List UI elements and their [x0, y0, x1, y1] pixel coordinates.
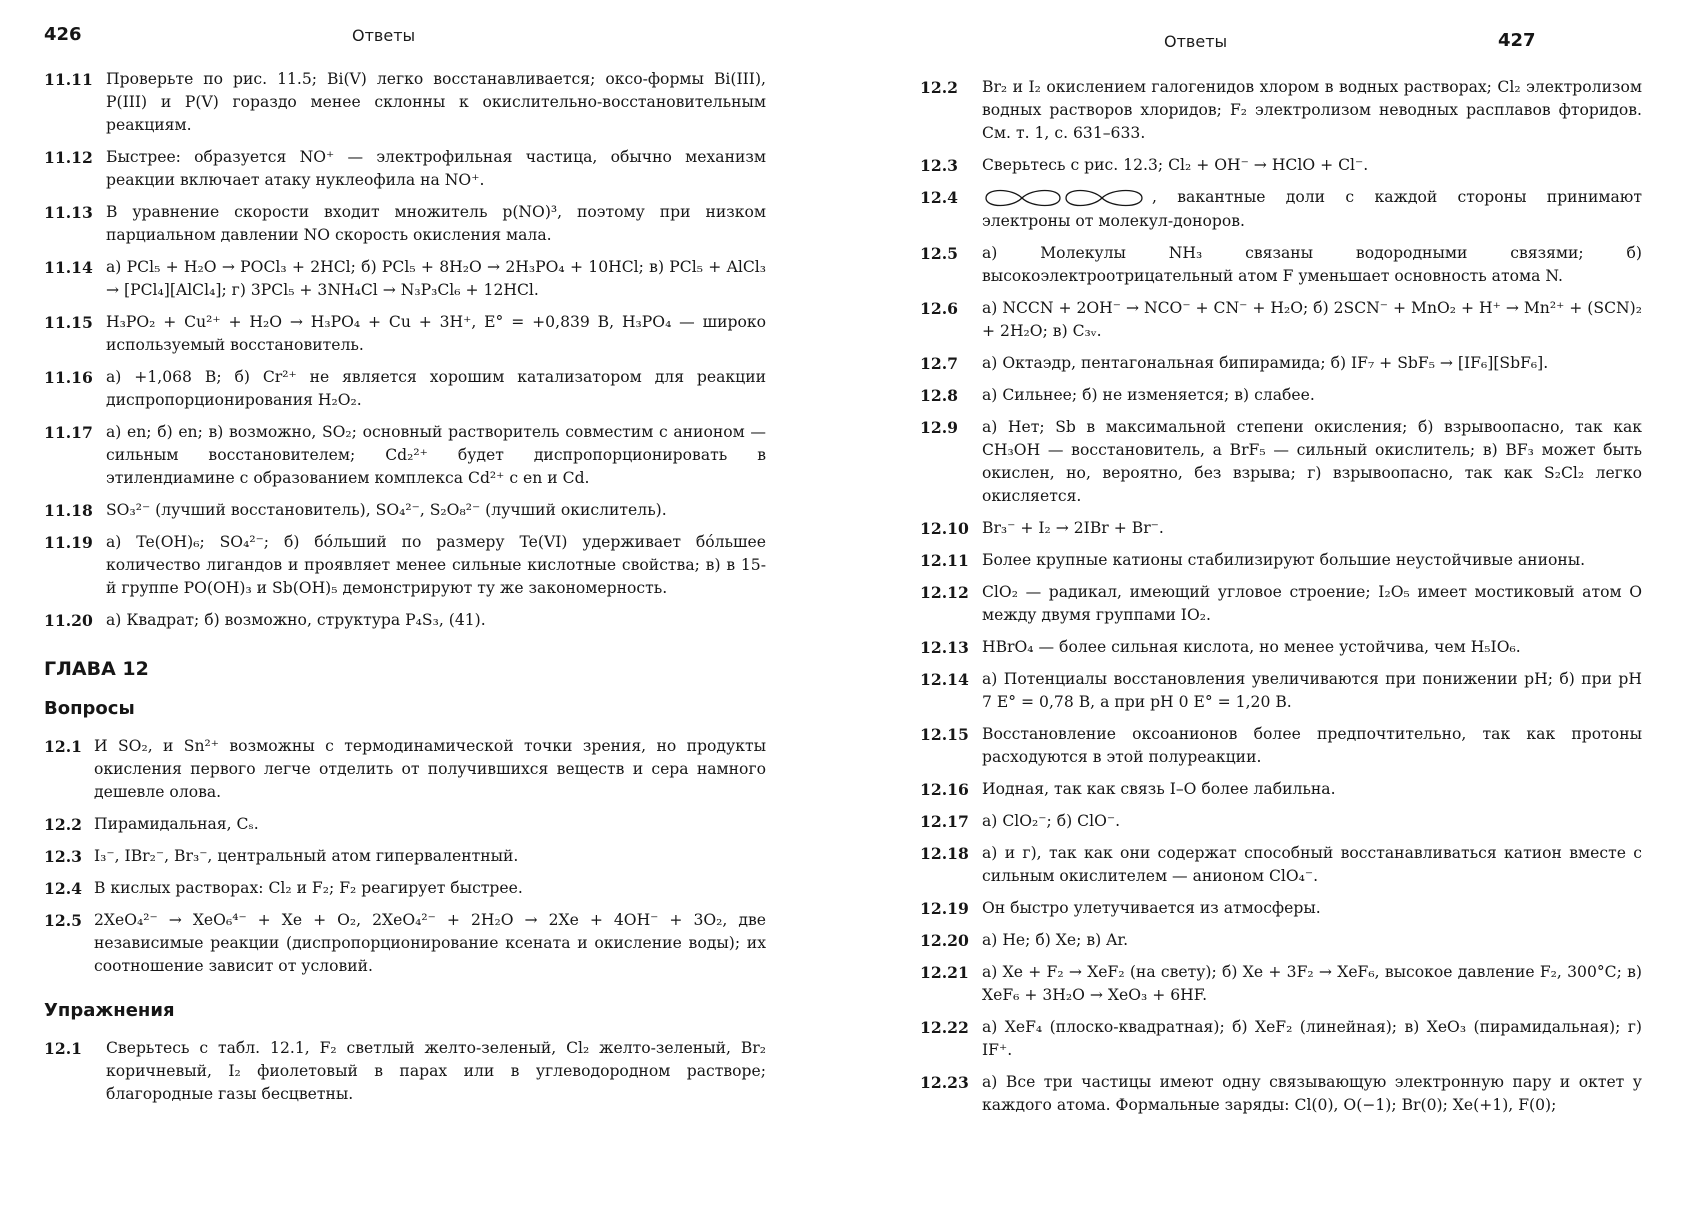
answer-11.19	[44, 531, 766, 600]
entry-number: 12.3	[44, 847, 82, 866]
entry-text: SO₃²⁻ (лучший восстановитель), SO₄²⁻, S₂O₈²⁻ (лучший окислитель).	[106, 501, 667, 519]
entry-text: В кислых растворах: Cl₂ и F₂; F₂ реагирует быстрее.	[94, 879, 523, 897]
entry-text: И SO₂, и Sn²⁺ возможны с термодинамической точки зрения, но продукты окисления первого легче отделить от получившихся веществ и сера намного дешевле олова.	[94, 737, 766, 801]
entry-text: а) en; б) en; в) возможно, SO₂; основный растворитель совместим с анионом — сильным восстановителем; Cd₂²⁺ будет диспропорционировать в этилендиамине с образованием комплекса Cd²⁺ с en и Cd.	[106, 423, 766, 487]
left-column	[44, 68, 766, 1115]
exercise-answer-12.13	[920, 636, 1642, 659]
entry-number: 12.20	[920, 931, 969, 950]
entry-number: 12.4	[44, 879, 82, 898]
exercise-answer-12.11	[920, 549, 1642, 572]
entry-number: 12.21	[920, 963, 969, 982]
exercise-answer-12.7	[920, 352, 1642, 375]
entry-number: 12.3	[920, 156, 958, 175]
entry-number: 12.4	[920, 188, 958, 207]
questions-list	[44, 735, 766, 978]
entry-number: 12.23	[920, 1073, 969, 1092]
entry-number: 12.6	[920, 299, 958, 318]
entry-text: Быстрее: образуется NO⁺ — электрофильная частица, обычно механизм реакции включает атаку нуклеофила на NO⁺.	[106, 148, 766, 189]
exercise-answer-12.21	[920, 961, 1642, 1007]
entry-number: 11.12	[44, 148, 93, 167]
entry-number: 12.19	[920, 899, 969, 918]
page-number: 427	[1498, 30, 1536, 51]
exercise-answer-12.19	[920, 897, 1642, 920]
entry-text: а) Te(OH)₆; SO₄²⁻; б) бо́льший по размеру Te(VI) удерживает бо́льшее количество лигандов и проявляет менее сильные кислотные свойства; в) в 15-й группе PO(OH)₃ и Sb(OH)₅ демонстрируют ту же закономерность.	[106, 533, 766, 597]
entry-text: I₃⁻, IBr₂⁻, Br₃⁻, центральный атом гипервалентный.	[94, 847, 519, 865]
entry-text: H₃PO₂ + Cu²⁺ + H₂O → H₃PO₄ + Cu + 3H⁺, E° = +0,839 В, H₃PO₄ — широко используемый восстановитель.	[106, 313, 766, 354]
entry-text: а) Сильнее; б) не изменяется; в) слабее.	[982, 386, 1315, 404]
entry-number: 12.5	[920, 244, 958, 263]
entry-text: HBrO₄ — более сильная кислота, но менее устойчива, чем H₅IO₆.	[982, 638, 1521, 656]
entry-number: 11.20	[44, 611, 93, 630]
p-orbital-diagram	[982, 186, 1148, 210]
question-answer-12.5	[44, 909, 766, 978]
entry-number: 12.11	[920, 551, 969, 570]
entry-number: 11.19	[44, 533, 93, 552]
entry-text: В уравнение скорости входит множитель p(NO)³, поэтому при низком парциальном давлении NO скорость окисления мала.	[106, 203, 766, 244]
entry-number: 12.10	[920, 519, 969, 538]
exercise-answer-12.15	[920, 723, 1642, 769]
entry-number: 12.2	[920, 78, 958, 97]
answer-11.18	[44, 499, 766, 522]
entry-number: 12.18	[920, 844, 969, 863]
entry-text: а) Октаэдр, пентагональная бипирамида; б) IF₇ + SbF₅ → [IF₆][SbF₆].	[982, 354, 1549, 372]
entry-number: 12.13	[920, 638, 969, 657]
entry-number: 12.22	[920, 1018, 969, 1037]
running-head: Ответы	[352, 26, 416, 45]
exercise-answer-12.17	[920, 810, 1642, 833]
entry-text: а) He; б) Xe; в) Ar.	[982, 931, 1129, 949]
entry-text-body: , вакантные доли с каждой стороны принимают электроны от молекул-доноров.	[982, 188, 1642, 230]
entry-text: а) +1,068 В; б) Cr²⁺ не является хорошим катализатором для реакции диспропорционирования H₂O₂.	[106, 368, 766, 409]
entry-number: 12.14	[920, 670, 969, 689]
entry-text: а) ClO₂⁻; б) ClO⁻.	[982, 812, 1121, 830]
entry-text: Иодная, так как связь I–O более лабильна.	[982, 780, 1336, 798]
exercise-answer-12.18	[920, 842, 1642, 888]
entry-number: 11.15	[44, 313, 93, 332]
entry-number: 12.5	[44, 911, 82, 930]
exercise-answer-12.23	[920, 1071, 1642, 1117]
entry-text: а) Квадрат; б) возможно, структура P₄S₃, (41).	[106, 611, 486, 629]
entry-number: 12.16	[920, 780, 969, 799]
entry-number: 12.2	[44, 815, 82, 834]
entry-text: 2XeO₄²⁻ → XeO₆⁴⁻ + Xe + O₂, 2XeO₄²⁻ + 2H₂O → 2Xe + 4OH⁻ + 3O₂, две независимые реакции (диспропорционирование ксената и окисление воды); их соотношение зависит от условий.	[94, 911, 766, 975]
entry-number: 12.1	[44, 1039, 82, 1058]
exercise-answer-12.4	[920, 186, 1642, 233]
answer-11.11	[44, 68, 766, 137]
exercise-answer-12.5	[920, 242, 1642, 288]
answer-11.13	[44, 201, 766, 247]
entry-number: 12.12	[920, 583, 969, 602]
entry-number: 11.16	[44, 368, 93, 387]
exercise-answer-12.22	[920, 1016, 1642, 1062]
entry-text: Восстановление оксоанионов более предпочтительно, так как протоны расходуются в этой полуреакции.	[982, 725, 1642, 766]
exercise-answer-12.3	[920, 154, 1642, 177]
answer-11.16	[44, 366, 766, 412]
entry-text	[982, 186, 1642, 233]
answer-11.15	[44, 311, 766, 357]
entry-text: а) PCl₅ + H₂O → POCl₃ + 2HCl; б) PCl₅ + 8H₂O → 2H₃PO₄ + 10HCl; в) PCl₅ + AlCl₃ → [PCl₄][AlCl₄]; г) 3PCl₅ + 3NH₄Cl → N₃P₃Cl₆ + 12HCl.	[106, 258, 766, 299]
exercises-list	[44, 1037, 766, 1106]
entry-text: а) NCCN + 2OH⁻ → NCO⁻ + CN⁻ + H₂O; б) 2SCN⁻ + MnO₂ + H⁺ → Mn²⁺ + (SCN)₂ + 2H₂O; в) C₃ᵥ.	[982, 299, 1642, 340]
entry-number: 11.18	[44, 501, 93, 520]
entry-number: 12.17	[920, 812, 969, 831]
running-head: Ответы	[1164, 32, 1228, 51]
exercise-answer-12.1	[44, 1037, 766, 1106]
entry-text: Он быстро улетучивается из атмосферы.	[982, 899, 1321, 917]
entry-number: 12.7	[920, 354, 958, 373]
entry-text: Br₃⁻ + I₂ → 2IBr + Br⁻.	[982, 519, 1164, 537]
question-answer-12.3	[44, 845, 766, 868]
exercise-answer-12.10	[920, 517, 1642, 540]
entry-text: а) Потенциалы восстановления увеличиваются при понижении pH; б) при pH 7 E° = 0,78 В, а при pH 0 E° = 1,20 В.	[982, 670, 1642, 711]
entry-text: а) Все три частицы имеют одну связывающую электронную пару и октет у каждого атома. Формальные заряды: Cl(0), O(−1); Br(0); Xe(+1), F(0);	[982, 1073, 1642, 1114]
questions-heading: Вопросы	[44, 698, 135, 719]
exercises-heading: Упражнения	[44, 1000, 175, 1021]
exercise-answer-12.8	[920, 384, 1642, 407]
chapter-title: ГЛАВА 12	[44, 658, 149, 680]
exercise-answer-12.2	[920, 76, 1642, 145]
entry-number: 11.11	[44, 70, 93, 89]
entry-number: 12.1	[44, 737, 82, 756]
exercise-answer-12.16	[920, 778, 1642, 801]
entry-text: а) и г), так как они содержат способный восстанавливаться катион вместе с сильным окислителем — анионом ClO₄⁻.	[982, 844, 1642, 885]
entry-text: а) Нет; Sb в максимальной степени окисления; б) взрывоопасно, так как CH₃OH — восстановитель, а BrF₅ — сильный окислитель; в) BF₃ может быть окислен, но, вероятно, без взрыва; г) взрывоопасно, так как S₂Cl₂ легко окисляется.	[982, 418, 1642, 505]
question-answer-12.4	[44, 877, 766, 900]
answers-chapter-11	[44, 68, 766, 632]
entry-number: 12.9	[920, 418, 958, 437]
answer-11.14	[44, 256, 766, 302]
right-page	[842, 0, 1684, 1224]
exercise-answers-list	[920, 76, 1642, 1117]
right-column	[920, 76, 1642, 1126]
entry-text: а) Молекулы NH₃ связаны водородными связями; б) высокоэлектроотрицательный атом F уменьшает основность атома N.	[982, 244, 1642, 285]
entry-number: 12.8	[920, 386, 958, 405]
page-number: 426	[44, 24, 82, 45]
entry-text: Пирамидальная, Cₛ.	[94, 815, 259, 833]
exercise-answer-12.20	[920, 929, 1642, 952]
entry-text: а) Xe + F₂ → XeF₂ (на свету); б) Xe + 3F₂ → XeF₆, высокое давление F₂, 300°C; в) XeF₆ + 3H₂O → XeO₃ + 6HF.	[982, 963, 1642, 1004]
entry-number: 12.15	[920, 725, 969, 744]
exercise-answer-12.6	[920, 297, 1642, 343]
exercise-answer-12.9	[920, 416, 1642, 508]
entry-text: Br₂ и I₂ окислением галогенидов хлором в водных растворах; Cl₂ электролизом водных растворов хлоридов; F₂ электролизом неводных расплавов фторидов. См. т. 1, с. 631–633.	[982, 78, 1642, 142]
entry-number: 11.14	[44, 258, 93, 277]
entry-text: ClO₂ — радикал, имеющий угловое строение; I₂O₅ имеет мостиковый атом O между двумя группами IO₂.	[982, 583, 1642, 624]
entry-text: Сверьтесь с табл. 12.1, F₂ светлый желто-зеленый, Cl₂ желто-зеленый, Br₂ коричневый, I₂ фиолетовый в парах или в углеводородном растворе; благородные газы бесцветны.	[106, 1039, 766, 1103]
answer-11.17	[44, 421, 766, 490]
answer-11.20	[44, 609, 766, 632]
entry-text: Проверьте по рис. 11.5; Bi(V) легко восстанавливается; оксо-формы Bi(III), P(III) и P(V) гораздо менее склонны к окислительно-восстановительным реакциям.	[106, 70, 766, 134]
entry-text: Более крупные катионы стабилизируют большие неустойчивые анионы.	[982, 551, 1586, 569]
entry-text: а) XeF₄ (плоско-квадратная); б) XeF₂ (линейная); в) XeO₃ (пирамидальная); г) IF⁺.	[982, 1018, 1642, 1059]
entry-number: 11.17	[44, 423, 93, 442]
exercise-answer-12.14	[920, 668, 1642, 714]
entry-number: 11.13	[44, 203, 93, 222]
answer-11.12	[44, 146, 766, 192]
question-answer-12.1	[44, 735, 766, 804]
question-answer-12.2	[44, 813, 766, 836]
exercise-answer-12.12	[920, 581, 1642, 627]
entry-text: Сверьтесь с рис. 12.3; Cl₂ + OH⁻ → HClO + Cl⁻.	[982, 156, 1369, 174]
